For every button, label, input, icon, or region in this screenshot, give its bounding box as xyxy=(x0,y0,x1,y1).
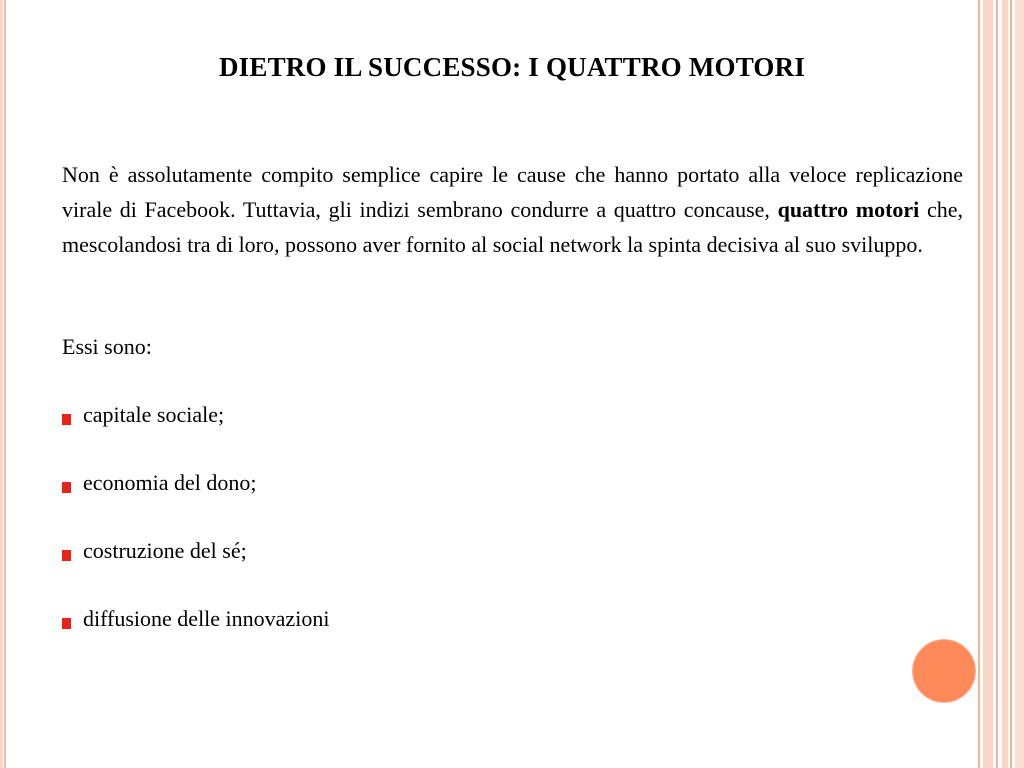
right-border-stripe xyxy=(1015,0,1024,768)
list-item xyxy=(62,533,329,601)
bullet-square-icon xyxy=(62,550,71,561)
bullet-square-icon xyxy=(62,482,71,493)
list-item xyxy=(62,601,329,669)
list-item xyxy=(62,397,329,465)
bullet-list xyxy=(62,397,329,669)
list-item-text: economia del dono; xyxy=(83,470,257,495)
slide-title: DIETRO IL SUCCESSO: I QUATTRO MOTORI xyxy=(218,52,806,82)
list-item xyxy=(62,465,329,533)
paragraph-bold-text: quattro motori xyxy=(777,197,920,222)
right-border-stripe xyxy=(978,0,980,768)
bullet-square-icon xyxy=(62,618,71,629)
list-intro: Essi sono: xyxy=(62,334,152,359)
list-item-text: costruzione del sé; xyxy=(83,538,247,563)
right-border-stripe xyxy=(996,0,998,768)
decorative-circle xyxy=(913,640,975,702)
list-item-text: capitale sociale; xyxy=(83,402,225,427)
right-border-stripe xyxy=(983,0,993,768)
paragraph-text-end: che, mescolandosi tra di loro, possono aver fornito al social network la spinta decisiva al suo sviluppo. xyxy=(62,197,963,257)
paragraph-text-start: Non è assolutamente compito semplice capire le cause che hanno portato alla veloce replicazione virale di Facebook. Tuttavia, gli indizi sembrano condurre a quattro concause, xyxy=(62,162,963,222)
list-item-text: diffusione delle innovazioni xyxy=(83,606,330,631)
body-paragraph xyxy=(62,157,963,262)
right-border-stripe xyxy=(1002,0,1008,768)
left-border-stripe xyxy=(4,0,6,768)
right-border-decoration xyxy=(978,0,1024,768)
left-border-decoration xyxy=(0,0,8,768)
bullet-square-icon xyxy=(62,414,71,425)
left-border-stripe xyxy=(0,0,3,768)
right-border-stripe xyxy=(1010,0,1012,768)
